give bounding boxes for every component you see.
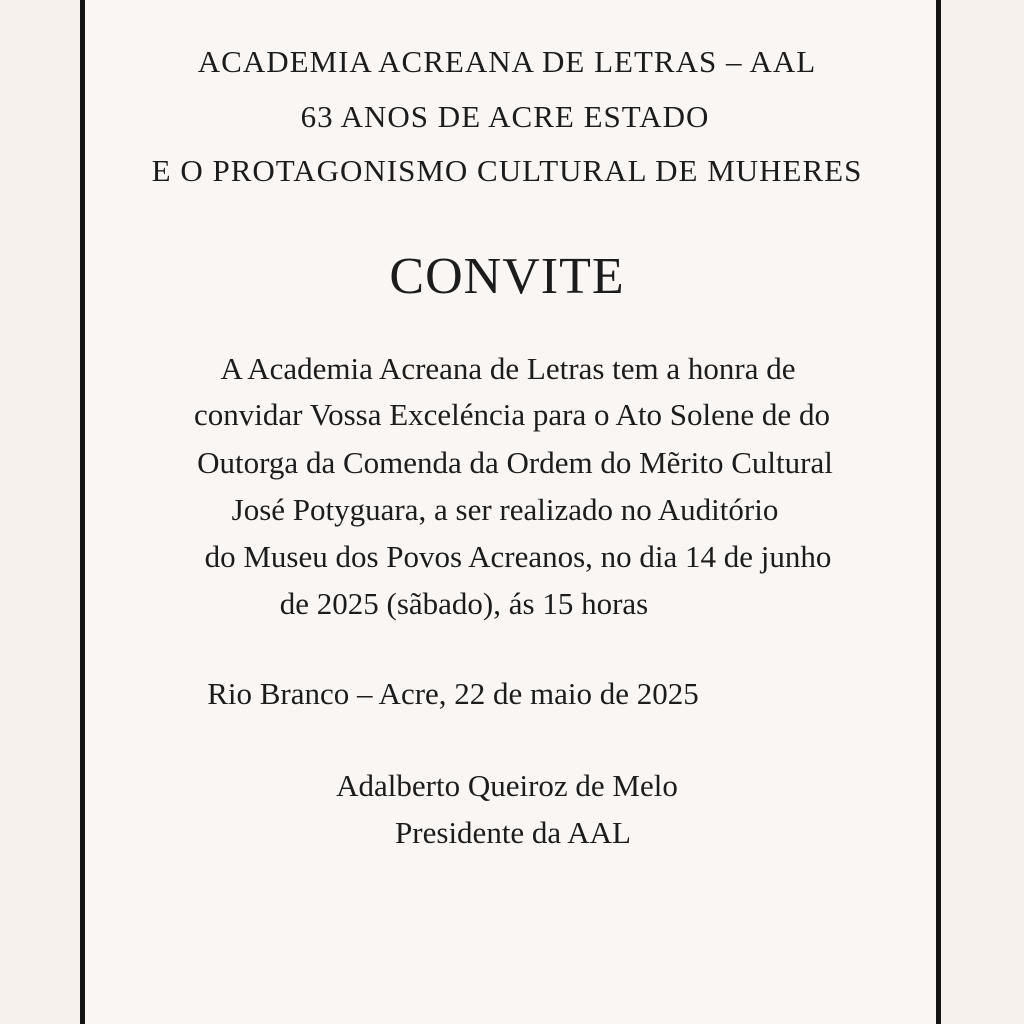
header-line-3: E O PROTAGONISMO CULTURAL DE MUHERES [151,153,863,188]
signatory-role: Presidente da AAL [395,815,631,850]
left-border-rule [80,0,85,1024]
right-border-rule [936,0,941,1024]
header-line-1: ACADEMIA ACREANA DE LETRAS – AAL [197,44,817,79]
header-line-2: 63 ANOS DE ACRE ESTADO [300,99,710,134]
body-line-5: do Museu dos Povos Acreanos, no dia 14 de junho [204,539,832,574]
signatory-name: Adalberto Queiroz de Melo [336,768,678,803]
left-margin [0,0,80,1024]
body-line-6: de 2025 (sãbado), ás 15 horas [279,586,649,621]
body-line-4: José Potyguara, a ser realizado no Auditório [231,492,779,527]
right-margin [941,0,1024,1024]
body-line-2: convidar Vossa Exceléncia para o Ato Solene de do [194,397,830,432]
invitation-title: CONVITE [389,248,625,305]
body-line-1: A Academia Acreana de Letras tem a honra de [220,351,796,386]
body-line-3: Outorga da Comenda da Ordem do Mẽrito Cultural [197,445,833,480]
place-and-date: Rio Branco – Acre, 22 de maio de 2025 [207,676,699,711]
